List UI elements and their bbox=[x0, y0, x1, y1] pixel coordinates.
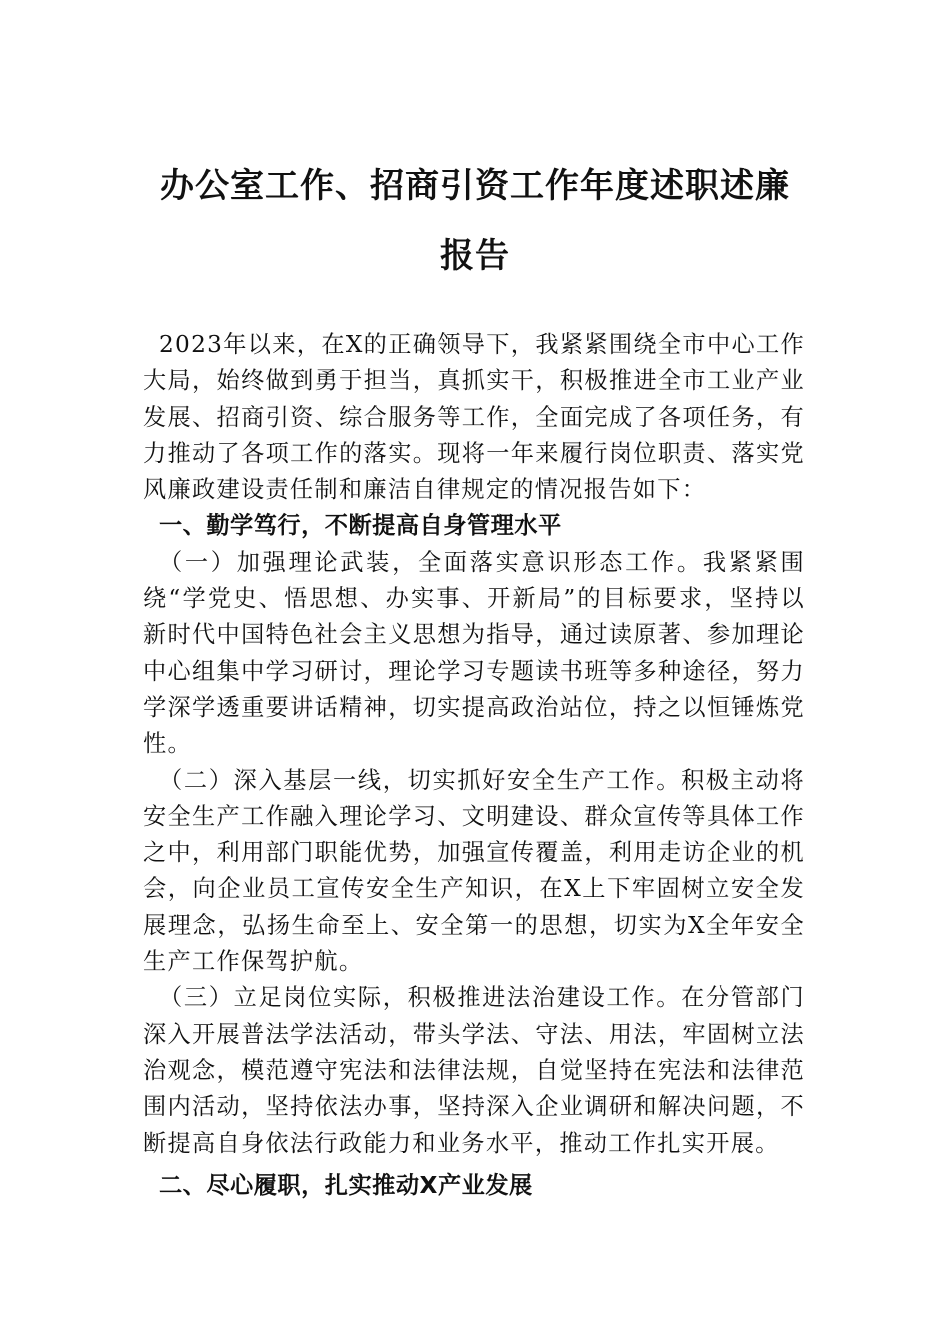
document-title-line1: 办公室工作、招商引资工作年度述职述廉 bbox=[160, 166, 790, 206]
section1-item-1: （一）加强理论武装，全面落实意识形态工作。我紧紧围绕“学党史、悟思想、办实事、开新局”的目标要求，坚持以新时代中国特色社会主义思想为指导，通过读原著、参加理论中心组集中学习研讨，理论学习专题读书班等多种途径，努力学深学透重要讲话精神，切实提高政治站位，持之以恒锤炼党性。 bbox=[143, 548, 805, 758]
section1-item-2: （二）深入基层一线，切实抓好安全生产工作。积极主动将安全生产工作融入理论学习、文明建设、群众宣传等具体工作之中，利用部门职能优势，加强宣传覆盖，利用走访企业的机会，向企业员工宣传安全生产知识，在X上下牢固树立安全发展理念，弘扬生命至上、安全第一的思想，切实为X全年安全生产工作保驾护航。 bbox=[143, 766, 805, 976]
section1-heading: 一、勤学笃行，不断提高自身管理水平 bbox=[159, 512, 562, 540]
document-body bbox=[143, 327, 805, 1204]
section1-item-3: （三）立足岗位实际，积极推进法治建设工作。在分管部门深入开展普法学法活动，带头学法、守法、用法，牢固树立法治观念，模范遵守宪法和法律法规，自觉坚持在宪法和法律范围内活动，坚持依法办事，坚持深入企业调研和解决问题，不断提高自身依法行政能力和业务水平，推动工作扎实开展。 bbox=[143, 984, 805, 1157]
section2-heading: 二、尽心履职，扎实推动X产业发展 bbox=[159, 1171, 533, 1199]
document-title-line2: 报告 bbox=[440, 236, 510, 276]
intro-paragraph: 2023年以来，在X的正确领导下，我紧紧围绕全市中心工作大局，始终做到勇于担当，真抓实干，积极推进全市工业产业发展、招商引资、综合服务等工作，全面完成了各项任务，有力推动了各项工作的落实。现将一年来履行岗位职责、落实党风廉政建设责任制和廉洁自律规定的情况报告如下： bbox=[143, 331, 805, 504]
